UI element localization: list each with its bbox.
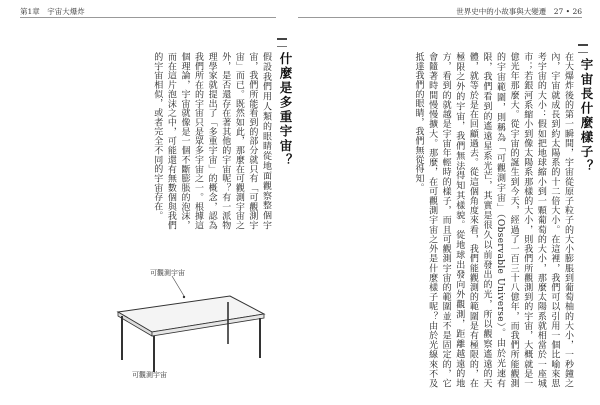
header-rule-left [20,17,276,18]
figure-label-top: 可觀測宇宙 [150,269,185,277]
table-drawing-icon [104,262,272,384]
section-heading: 什麼是多重宇宙？ [278,52,293,168]
table-illustration [104,262,272,384]
body-text-left-top: 假設我們用人類的眼睛從地面觀察整個宇宙，我們所能看到的部分就只有「可觀測宇宙」而已。既然如此，那麼在可觀測宇宙之外，是否還存在著其他的宇宙呢？有一派物理學家就提出了「多重宇宙」的概念，認為我們所在的宇宙只是眾多宇宙之一。根據這個理論，宇宙就像是一個不斷膨脹的泡沫，而在這片泡沫之中，可能還有無數個與我們的宇宙相似，或者完全不同的宇宙存在。 [152,52,271,230]
section-mark-icon [277,38,287,47]
running-head-left: 第1章 宇宙大爆炸 [20,7,85,16]
header-rule-right [298,17,582,18]
running-head-right: 世界史中的小故事與大變遷 27 • 26 [456,7,582,16]
section-heading: 宇宙長什麼樣子？ [579,58,594,174]
section-mark-icon [578,44,588,53]
body-text-right-page: 在大爆炸後的第一瞬間，宇宙從原子粒子的大小膨脹到葡萄柚的大小，一秒鐘之內，宇宙就成長到約太陽系的十二倍大小。在這裡，我們可以引用一個比喻來思考宇宙的大小：假如把地球縮小到一顆葡萄的大小，那麼太陽系就相當於一座城市；若銀河系縮小到像太陽系那樣的大小，則我們所觀測到的宇宙，大概就是一億光年那麼大。從宇宙的誕生到今天，經過了一百三十八億年，而我們所能觀測的宇宙範圍，則稱為「可觀測宇宙」（Observable Universe）。由於光速有限，我們看到的遙遠星系光芒，其實是很久以前發出的光，所以觀察遙遠的天體，就等於是在回顧過去。從這個角度來看，我們能觀測的範圍是有極限的，在極限之外的宇宙，我們無法得知其樣貌。從地球出發向外觀測，距離越遠的地方，看到的就越是宇宙年輕時的樣子，而且可觀測宇宙的範圍並不是固定的，它會隨著時間慢慢擴大。那麼，在可觀測宇宙之外是什麼樣子呢？由於光線來不及抵達我們的眼睛，我們無從得知。 [413,52,573,388]
figure-label-bottom: 可觀測宇宙 [132,371,167,379]
